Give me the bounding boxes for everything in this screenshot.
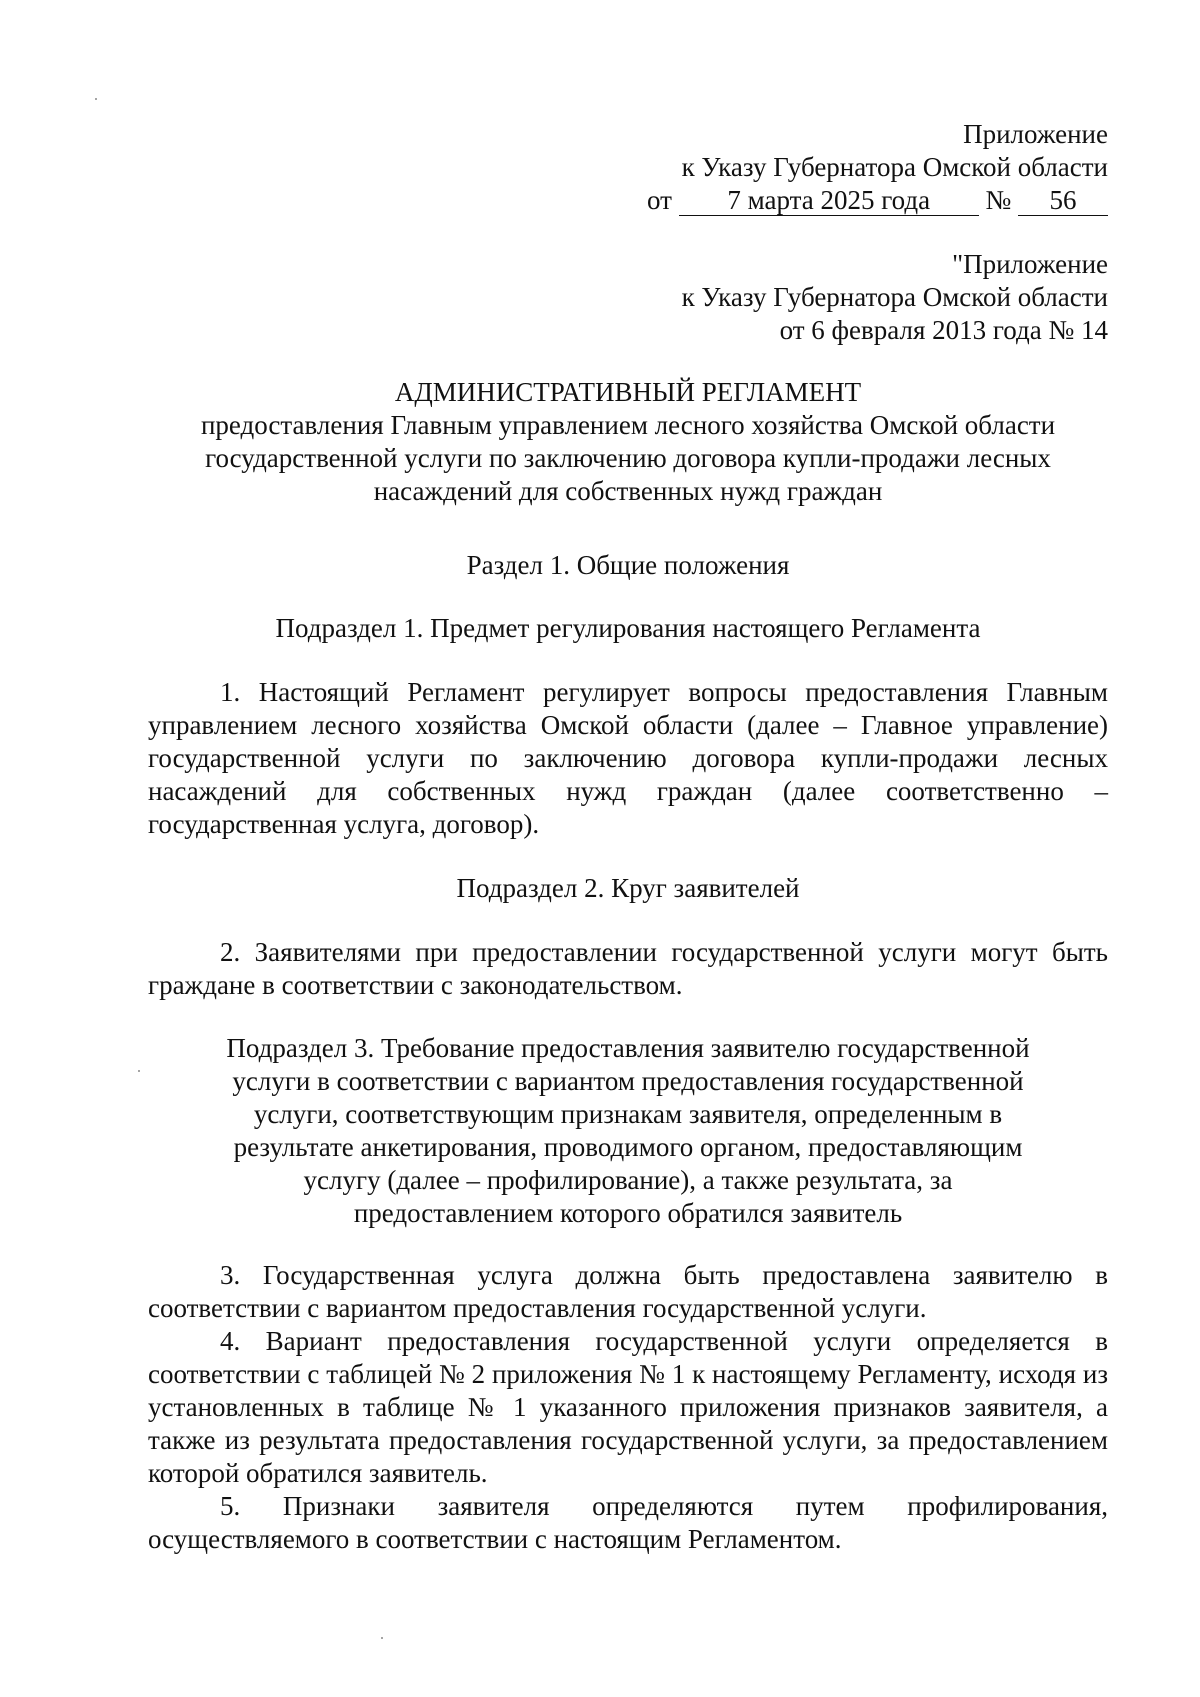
decree-reference: к Указу Губернатора Омской области <box>681 152 1108 182</box>
number-sign: № <box>985 185 1012 215</box>
date-prefix: от <box>647 185 672 215</box>
scan-speck <box>381 1637 383 1639</box>
subsection-heading: Подраздел 2. Круг заявителей <box>456 873 800 903</box>
heading-line: услугу (далее – профилирование), а также результата, за <box>303 1165 953 1195</box>
decree-date-row <box>647 184 1108 217</box>
paragraph-4: 4. Вариант предоставления государственной услуги определяется в соответствии с таблицей № 2 приложения № 1 к настоящему Регламенту, исходя из установленных в таблице № 1 указанного приложения признаков заявителя, а также из результата предоставления государственной услуги, за предоставлением которой обратился заявитель. <box>148 1326 1108 1488</box>
scan-speck <box>95 98 97 100</box>
subsection-heading-multiline <box>148 1032 1108 1230</box>
title-line: насаждений для собственных нужд граждан <box>373 476 883 506</box>
prior-appendix-label: "Приложение <box>952 249 1108 279</box>
heading-line: услуги, соответствующим признакам заявителя, определенным в <box>253 1099 1003 1129</box>
heading-line: предоставлением которого обратился заявитель <box>353 1198 903 1228</box>
decree-date-field: 7 марта 2025 года <box>679 185 979 216</box>
appendix-header <box>647 118 1108 217</box>
heading-line: услуги в соответствии с вариантом предоставления государственной <box>232 1066 1024 1096</box>
paragraph-5: 5. Признаки заявителя определяются путем профилирования, осуществляемого в соответствии с настоящим Регламентом. <box>148 1491 1108 1554</box>
appendix-label: Приложение <box>963 119 1108 149</box>
heading-line: Подраздел 3. Требование предоставления заявителю государственной <box>226 1033 1030 1063</box>
section-heading: Раздел 1. Общие положения <box>466 550 790 580</box>
prior-decree-reference: к Указу Губернатора Омской области <box>681 282 1108 312</box>
title-line: предоставления Главным управлением лесного хозяйства Омской области <box>200 410 1056 440</box>
prior-appendix-header <box>682 248 1108 347</box>
prior-decree-date: от 6 февраля 2013 года № 14 <box>779 315 1108 345</box>
decree-number-field: 56 <box>1018 185 1108 216</box>
document-title <box>148 376 1108 508</box>
paragraph-2: 2. Заявителями при предоставлении государственной услуги могут быть граждане в соответствии с законодательством. <box>148 937 1108 1000</box>
subsection-heading: Подраздел 1. Предмет регулирования настоящего Регламента <box>275 613 981 643</box>
paragraph-3: 3. Государственная услуга должна быть предоставлена заявителю в соответствии с вариантом предоставления государственной услуги. <box>148 1260 1108 1323</box>
paragraph-1: 1. Настоящий Регламент регулирует вопросы предоставления Главным управлением лесного хозяйства Омской области (далее – Главное управление) государственной услуги по заключению договора купли-продажи лесных насаждений для собственных нужд граждан (далее соответственно – государственная услуга, договор). <box>148 677 1108 839</box>
scan-speck <box>138 1070 140 1072</box>
title-line: государственной услуги по заключению договора купли-продажи лесных <box>205 443 1051 473</box>
heading-line: результате анкетирования, проводимого органом, предоставляющим <box>233 1132 1023 1162</box>
title-main: АДМИНИСТРАТИВНЫЙ РЕГЛАМЕНТ <box>394 377 862 407</box>
